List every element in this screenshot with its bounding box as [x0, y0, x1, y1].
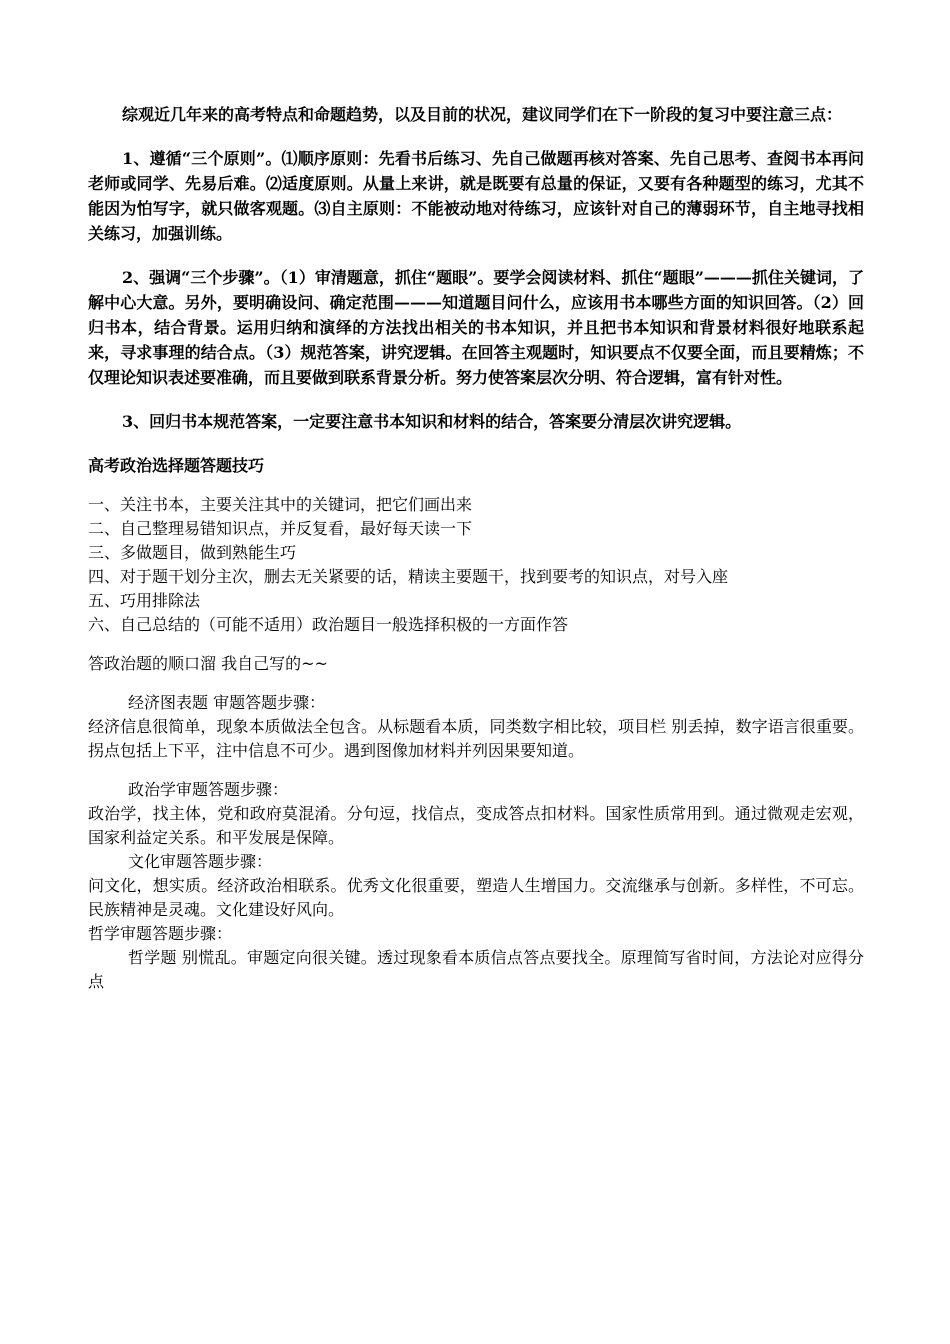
culture-heading: 文化审题答题步骤： [128, 852, 273, 871]
econ-heading: 经济图表题 审题答题步骤： [128, 693, 326, 712]
econ-body: 经济信息很简单，现象本质做法全包含。从标题看本质，同类数字相比较，项目栏 别丢掉，数字语言很重要。拐点包括上下平，注中信息不可少。遇到图像加材料并列因果要知道。 [88, 717, 864, 760]
list-item: 六、自己总结的（可能不适用）政治题目一般选择积极的一方面作答 [88, 615, 569, 634]
rhyme-title: 答政治题的顺口溜 我自己写的~~ [88, 654, 328, 673]
list-item: 三、多做题目，做到熟能生巧 [88, 543, 297, 562]
document-page [88, 102, 864, 994]
textbook-paragraph: 3、回归书本规范答案，一定要注意书本知识和材料的结合，答案要分清层次讲究逻辑。 [122, 412, 742, 431]
philosophy-body: 哲学题 别慌乱。审题定向很关键。透过现象看本质信点答点要找全。原理简写省时间，方法论对应得分点 [88, 948, 864, 991]
intro-paragraph: 综观近几年来的高考特点和命题趋势，以及目前的状况，建议同学们在下一阶段的复习中要注意三点： [122, 105, 843, 124]
principle-paragraph: 1、遵循“三个原则”。⑴顺序原则：先看书后练习、先自己做题再核对答案、先自己思考、查阅书本再问老师或同学、先易后难。⑵适度原则。从量上来讲，就是既要有总量的保证，又要有各种题型的练习，尤其不能因为怕写字，就只做客观题。⑶自主原则：不能被动地对待练习，应该针对自己的薄弱环节，自主地寻找相关练习，加强训练。 [88, 149, 864, 243]
list-item: 一、关注书本，主要关注其中的关键词，把它们画出来 [88, 495, 473, 514]
list-item: 五、巧用排除法 [88, 591, 201, 610]
steps-paragraph: 2、强调“三个步骤”。（1）审清题意，抓住“题眼”。要学会阅读材料、抓住“题眼”———抓住关键词，了解中心大意。另外，要明确设问、确定范围———知道题目问什么，应该用书本哪些方面的知识回答。（2）回归书本，结合背景。运用归纳和演绎的方法找出相关的书本知识，并且把书本知识和背景材料很好地联系起来，寻求事理的结合点。（3）规范答案，讲究逻辑。在回答主观题时，知识要点不仅要全面，而且要精炼；不仅理论知识表述要准确，而且要做到联系背景分析。努力使答案层次分明、符合逻辑，富有针对性。 [88, 268, 864, 387]
tips-list [88, 493, 864, 637]
philosophy-heading: 哲学审题答题步骤： [88, 924, 233, 943]
list-item: 二、自己整理易错知识点，并反复看，最好每天读一下 [88, 519, 473, 538]
politics-heading: 政治学审题答题步骤： [128, 780, 289, 799]
list-item: 四、对于题干划分主次，删去无关紧要的话，精读主要题干，找到要考的知识点，对号入座 [88, 567, 729, 586]
tips-title: 高考政治选择题答题技巧 [88, 456, 265, 475]
culture-body: 问文化，想实质。经济政治相联系。优秀文化很重要，塑造人生增国力。交流继承与创新。多样性，不可忘。民族精神是灵魂。文化建设好风向。 [88, 876, 864, 919]
politics-body: 政治学，找主体，党和政府莫混淆。分句逗，找信点，变成答点扣材料。国家性质常用到。通过微观走宏观，国家利益定关系。和平发展是保障。 [88, 804, 864, 847]
